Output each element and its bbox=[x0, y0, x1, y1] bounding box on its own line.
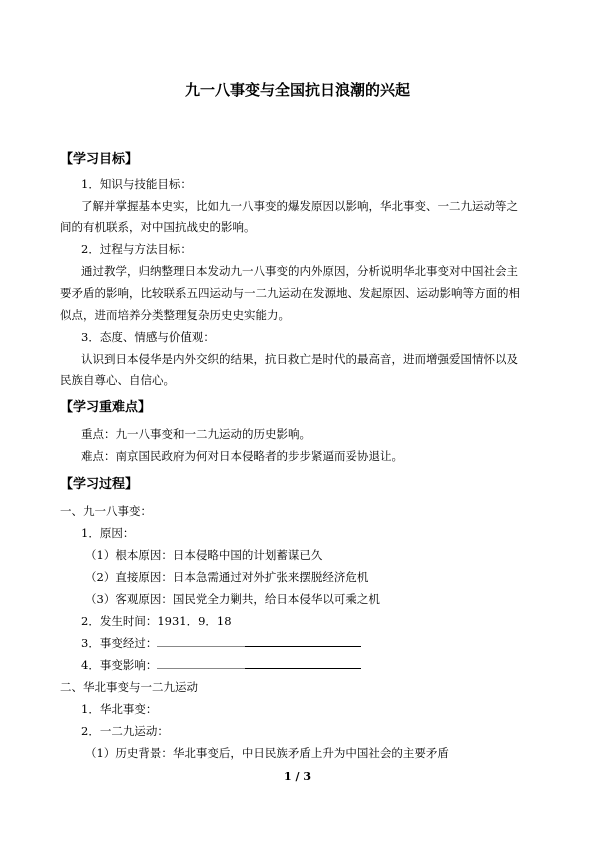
goal-2-line-3: 似点，进而培养分类整理复杂历史史实能力。 bbox=[60, 308, 290, 322]
process-1-2: 2．发生时间：1931．9．18 bbox=[81, 614, 232, 628]
goal-2-line-1: 通过教学，归纳整理日本发动九一八事变的内外原因，分析说明华北事变对中国社会主 bbox=[81, 264, 518, 278]
process-1-1-b: （2）直接原因：日本急需通过对外扩张来摆脱经济危机 bbox=[85, 570, 369, 584]
process-1-3-row bbox=[81, 635, 361, 651]
process-section-2: 二、华北事变与一二九运动 bbox=[60, 680, 198, 694]
key-heading: 【学习重难点】 bbox=[60, 400, 152, 415]
goals-heading: 【学习目标】 bbox=[60, 152, 139, 167]
goal-2-line-2: 要矛盾的影响，比较联系五四运动与一二九运动在发源地、发起原因、运动影响等方面的相 bbox=[60, 286, 520, 300]
process-1-3-label: 3．事变经过： bbox=[81, 636, 158, 650]
process-2-2-a: （1）历史背景：华北事变后，中日民族矛盾上升为中国社会的主要矛盾 bbox=[85, 746, 449, 760]
goal-3-line-1: 认识到日本侵华是内外交织的结果，抗日救亡是时代的最高音，进而增强爱国情怀以及 bbox=[81, 352, 518, 366]
answer-blank[interactable] bbox=[157, 636, 245, 647]
goal-3-title: 3．态度、情感与价值观： bbox=[81, 330, 215, 344]
document-title: 九一八事变与全国抗日浪潮的兴起 bbox=[184, 81, 410, 99]
process-1-4-row bbox=[81, 657, 361, 673]
process-2-1: 1．华北事变： bbox=[81, 702, 158, 716]
process-1-4-label: 4．事变影响： bbox=[81, 658, 158, 672]
goal-1-line-2: 间的有机联系，对中国抗战史的影响。 bbox=[60, 220, 256, 234]
process-section-1: 一、九一八事变： bbox=[60, 504, 152, 518]
process-1-1-a: （1）根本原因：日本侵略中国的计划蓄谋已久 bbox=[85, 548, 323, 562]
goal-3-line-2: 民族自尊心、自信心。 bbox=[60, 373, 175, 387]
goal-2-title: 2．过程与方法目标： bbox=[81, 242, 192, 256]
process-1-1: 1．原因： bbox=[81, 526, 135, 540]
process-2-2: 2．一二九运动： bbox=[81, 724, 169, 738]
goal-1-title: 1．知识与技能目标： bbox=[81, 177, 192, 191]
answer-blank[interactable] bbox=[157, 658, 245, 669]
answer-blank[interactable] bbox=[245, 636, 361, 647]
page-number: 1 / 3 bbox=[284, 770, 311, 783]
key-difficulty: 难点：南京国民政府为何对日本侵略者的步步紧逼而妥协退让。 bbox=[81, 449, 403, 463]
answer-blank[interactable] bbox=[245, 658, 361, 669]
goal-1-line-1: 了解并掌握基本史实，比如九一八事变的爆发原因以影响，华北事变、一二九运动等之 bbox=[81, 199, 518, 213]
process-1-1-c: （3）客观原因：国民党全力剿共，给日本侵华以可乘之机 bbox=[85, 592, 380, 606]
key-focus: 重点：九一八事变和一二九运动的历史影响。 bbox=[81, 427, 311, 441]
process-heading: 【学习过程】 bbox=[60, 477, 139, 492]
